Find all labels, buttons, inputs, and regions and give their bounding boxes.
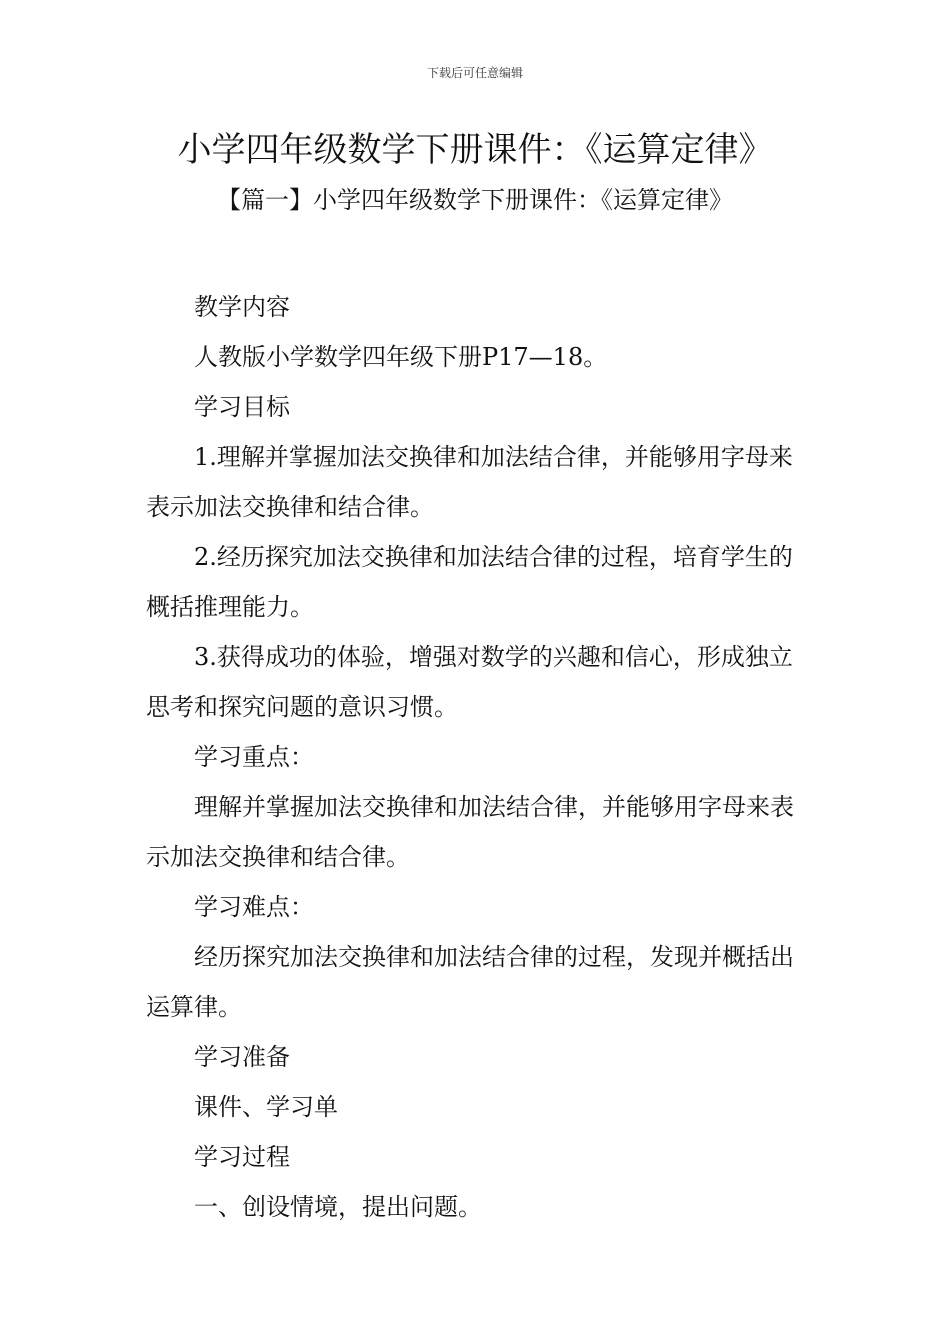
section-heading-difficulties: 学习难点： (194, 893, 314, 921)
section-heading-goals: 学习目标 (194, 393, 290, 421)
document-title: 小学四年级数学下册课件：《运算定律》 (177, 130, 773, 170)
goal-item-3: 3.获得成功的体验，增强对数学的兴趣和信心，形成独立思考和探究问题的意识习惯。 (146, 643, 793, 721)
document-subtitle: 【篇一】小学四年级数学下册课件：《运算定律》 (217, 186, 733, 214)
section-heading-content: 教学内容 (194, 293, 290, 321)
header-note: 下载后可任意编辑 (426, 66, 523, 80)
process-step-1: 一、创设情境，提出问题。 (194, 1193, 482, 1221)
goal-item-2: 2.经历探究加法交换律和加法结合律的过程，培育学生的概括推理能力。 (146, 543, 793, 621)
section-heading-key-points: 学习重点： (194, 743, 314, 771)
document-body (146, 282, 808, 1232)
key-points-text: 理解并掌握加法交换律和加法结合律，并能够用字母来表示加法交换律和结合律。 (146, 793, 794, 871)
preparation-text: 课件、学习单 (194, 1093, 338, 1121)
section-heading-preparation: 学习准备 (194, 1043, 290, 1071)
goal-item-1: 1.理解并掌握加法交换律和加法结合律，并能够用字母来表示加法交换律和结合律。 (146, 443, 793, 521)
section-heading-process: 学习过程 (194, 1143, 290, 1171)
difficulties-text: 经历探究加法交换律和加法结合律的过程，发现并概括出运算律。 (146, 943, 794, 1021)
content-text: 人教版小学数学四年级下册P17—18。 (194, 343, 608, 371)
